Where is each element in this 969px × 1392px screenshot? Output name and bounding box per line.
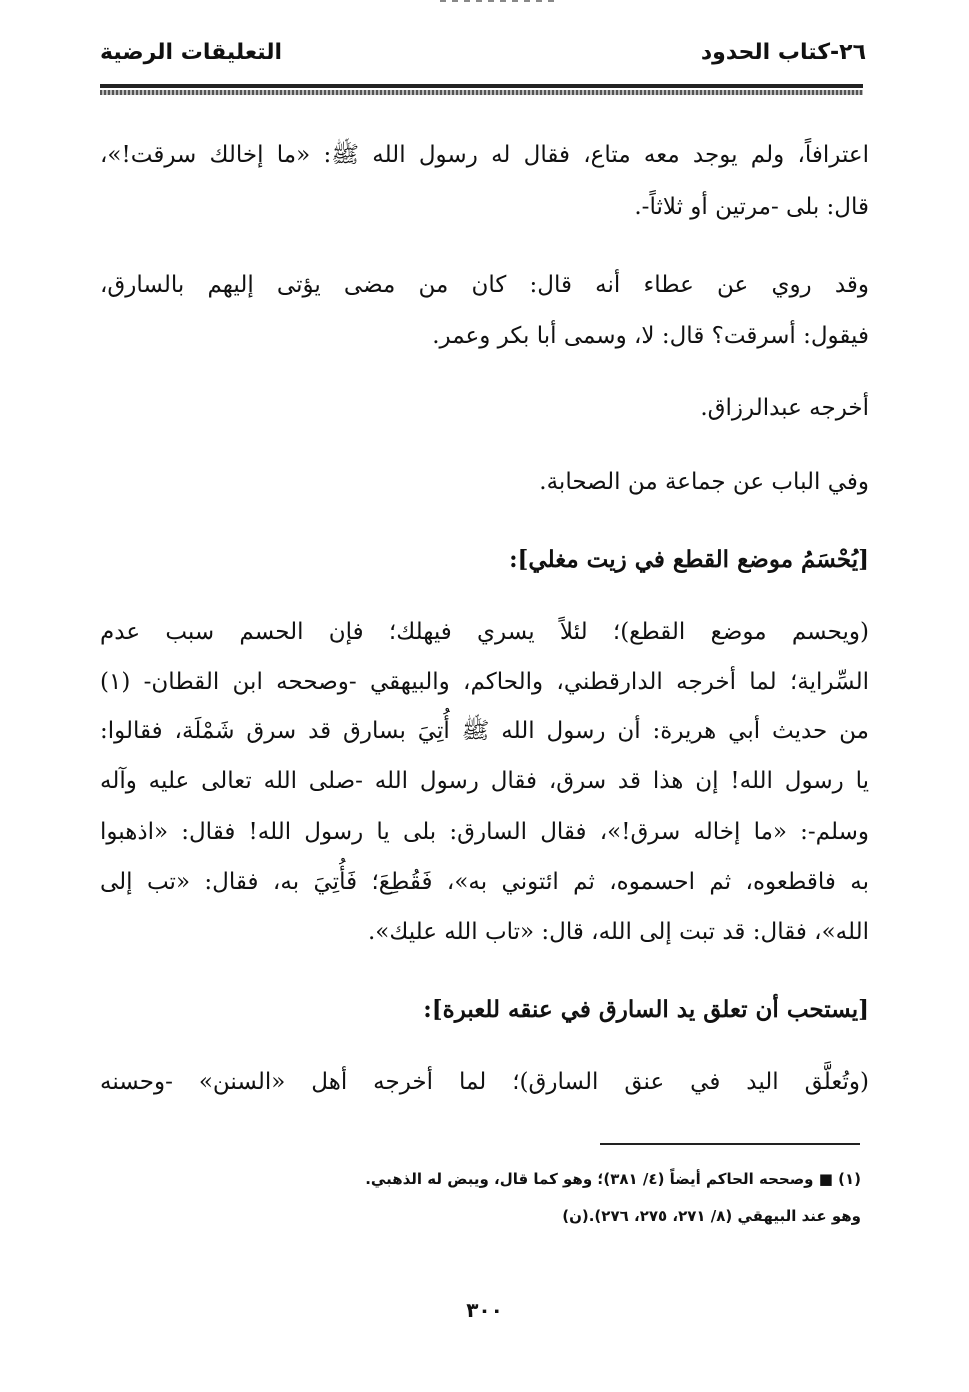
text-line: (ويحسم موضع القطع)؛ لئلاً يسري فيهلك؛ فإن الحسم سبب عدم [100,619,869,645]
text-line: به فاقطعوه، ثم احسموه، ثم ائتوني به»، فَقُطِعَ؛ فَأُتِيَ به، فقال: «تب إلى [100,869,869,895]
text-line: السِّراية؛ لما أخرجه الدارقطني، والحاكم، والبيهقي -وصححه ابن القطان- (١) [100,669,869,695]
footnote-line: (١) ■ وصححه الحاكم أيضاً (٤/ ٣٨١)؛ وهو كما قال، ويبض له الذهبي. [365,1170,861,1188]
footnote-line: وهو عند البيهقي (٨/ ٢٧١، ٢٧٥، ٢٧٦).(ن) [562,1207,861,1225]
text-line: وقد روي عن عطاء أنه قال: كان من مضى يؤتى إليهم بالسارق، [100,272,869,298]
text-line: قال: بلى -مرتين أو ثلاثاً-. [634,194,869,220]
book-title-header: التعليقات الرضية [100,40,283,65]
text-line: من حديث أبي هريرة: أن رسول الله ﷺ أُتِيَ بسارق قد سرق شَمْلَة، فقالوا: [100,718,869,744]
page-number: ٣٠٠ [466,1298,503,1322]
section-heading: [يستحب أن تعلق يد السارق في عنقه للعبرة]: [423,996,869,1023]
top-scan-mark [440,0,560,2]
section-heading: [يُحْسَمُ موضع القطع في زيت مغلي]: [509,546,869,573]
footnote-rule [600,1143,860,1145]
header-rule [100,84,863,88]
text-line: فيقول: أسرقت؟ قال: لا، وسمى أبا بكر وعمر. [432,323,869,349]
text-line: (وتُعلَّق اليد في عنق السارق)؛ لما أخرجه أهل «السنن» -وحسنه [100,1069,869,1095]
text-line: أخرجه عبدالرزاق. [700,395,869,421]
text-line: يا رسول الله! إن هذا قد سرق، فقال رسول الله -صلى الله تعالى عليه وآله [100,768,869,794]
text-line: اعترافاً، ولم يوجد معه متاع، فقال له رسول الله ﷺ: «ما إخالك سرقت!»، [100,142,869,168]
text-line: وسلم-: «ما إخاله سرق!»، فقال السارق: بلى يا رسول الله! فقال: «اذهبوا [100,819,869,845]
header-rule-pattern [100,90,863,95]
text-line: الله»، فقال: قد تبت إلى الله، قال: «تاب الله عليك». [367,919,869,945]
chapter-header: ٢٦-كتاب الحدود [700,40,866,65]
text-line: وفي الباب عن جماعة من الصحابة. [539,469,869,495]
